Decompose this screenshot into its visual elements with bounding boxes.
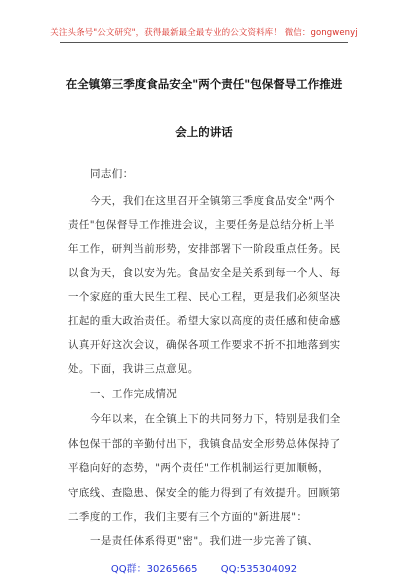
section-heading-text: 一、工作完成情况 [90, 388, 178, 400]
footer-qq-group: QQ群：30265665 [110, 564, 198, 575]
paragraph-line: 以食为天，食以安为先。食品安全是关系到每一个人、每 [68, 267, 341, 279]
salutation-text: 同志们： [90, 168, 134, 180]
paragraph-line: 一个家庭的重大民生工程、民心工程，更是我们必须坚决 [68, 291, 341, 303]
paragraph-line: 处。下面，我讲三点意见。 [68, 363, 199, 375]
paragraph-line: 责任"包保督导工作推进会议，主要任务是总结分析上半 [68, 219, 335, 231]
paragraph-line: 认真开好这次会议，确保各项工作要求不折不扣地落到实 [68, 339, 341, 351]
footer-contact [0, 560, 408, 575]
paragraph-line: 今天，我们在这里召开全镇第三季度食品安全"两个 [90, 195, 336, 207]
paragraph-line: 守底线、查隐患、保安全的能力得到了有效提升。回顾第 [68, 487, 341, 499]
paragraph-line: 年工作，研判当前形势，安排部署下一阶段重点任务。民 [68, 243, 341, 255]
paragraph-line: 今年以来，在全镇上下的共同努力下，特别是我们全 [90, 413, 341, 425]
document-title-line-2: 会上的讲话 [175, 125, 233, 139]
footer-qq: QQ:535304092 [220, 564, 298, 575]
paragraph-line: 二季度的工作，我们主要有三个方面的"新进展"： [68, 511, 308, 523]
paragraph-line: 扛起的重大政治责任。希望大家以高度的责任感和使命感 [68, 315, 341, 327]
document-title-line-1: 在全镇第三季度食品安全"两个责任"包保督导工作推进 [65, 77, 343, 91]
header-promo-note: 关注头条号"公文研究"，获得最新最全最专业的公文资料库！ 微信：gongwenyj [50, 28, 358, 38]
paragraph-line: 一是责任体系得更"密"。我们进一步完善了镇、 [90, 535, 319, 547]
paragraph-line: 平稳向好的态势，"两个责任"工作机制运行更加顺畅， [68, 462, 330, 474]
header-divider [60, 42, 348, 43]
paragraph-line: 体包保干部的辛勤付出下，我镇食品安全形势总体保持了 [68, 438, 341, 450]
